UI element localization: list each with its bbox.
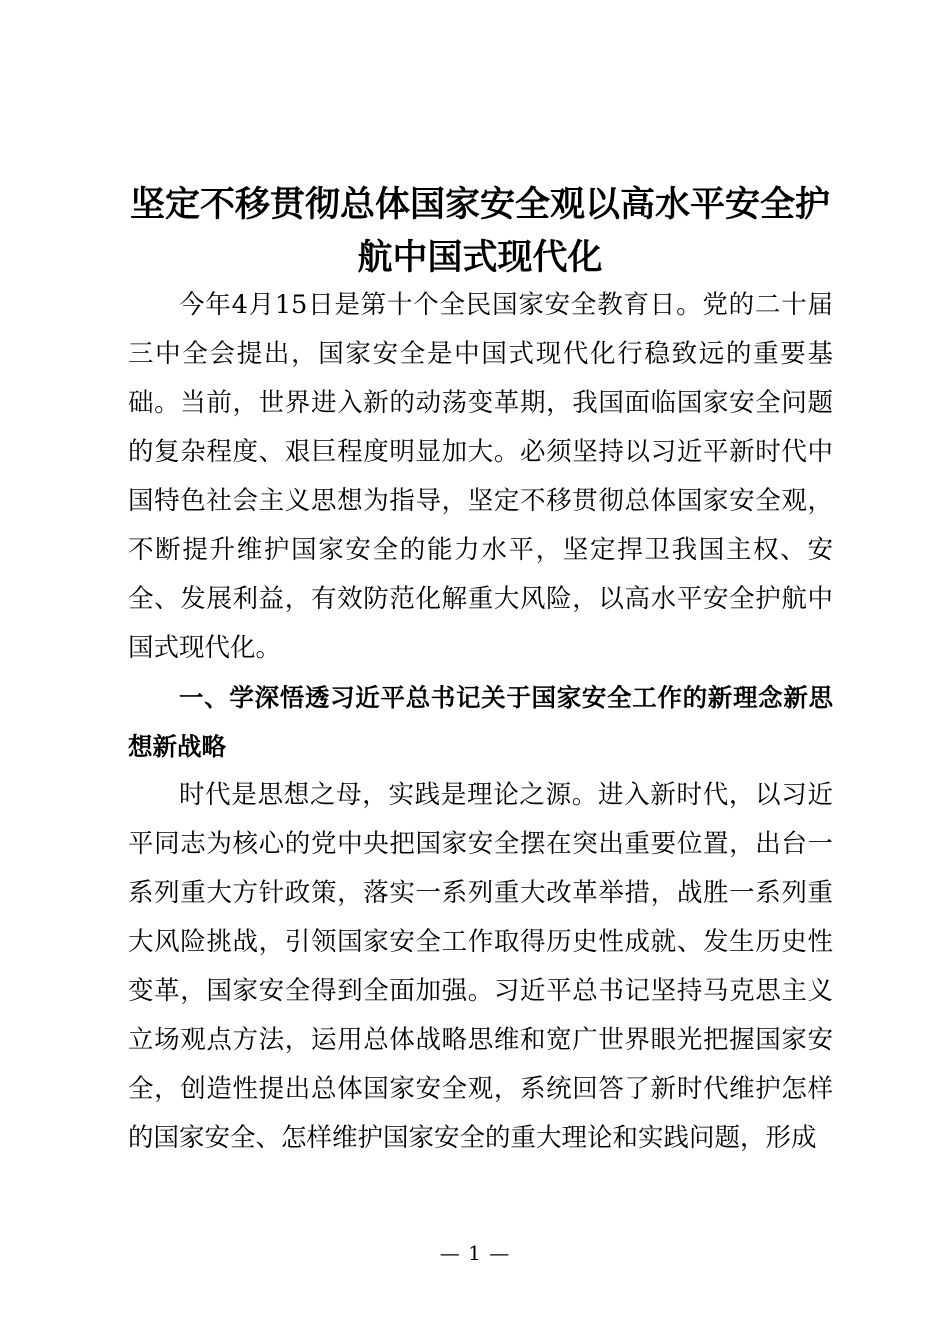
document-body [128,281,833,1163]
title-line-1: 坚定不移贯彻总体国家安全观以高水平安全护 [129,184,830,225]
section-heading: 一、学深悟透习近平总书记关于国家安全工作的新理念新思想新战略 [128,683,833,761]
intro-paragraph: 今年4月15日是第十个全民国家安全教育日。党的二十届三中全会提出，国家安全是中国式现代化行稳致远的重要基础。当前，世界进入新的动荡变革期，我国面临国家安全问题的复杂程度、艰巨程度明显加大。必须坚持以习近平新时代中国特色社会主义思想为指导，坚定不移贯彻总体国家安全观，不断提升维护国家安全的能力水平，坚定捍卫我国主权、安全、发展利益，有效防范化解重大风险，以高水平安全护航中国式现代化。 [128,290,833,663]
document-title [110,178,850,284]
page-number: — 1 — [439,1241,511,1265]
title-line-2: 航中国式现代化 [357,237,603,278]
section-paragraph: 时代是思想之母，实践是理论之源。进入新时代，以习近平同志为核心的党中央把国家安全摆在突出重要位置，出台一系列重大方针政策，落实一系列重大改革举措，战胜一系列重大风险挑战，引领国家安全工作取得历史性成就、发生历史性变革，国家安全得到全面加强。习近平总书记坚持马克思主义立场观点方法，运用总体战略思维和宽广世界眼光把握国家安全，创造性提出总体国家安全观，系统回答了新时代维护怎样的国家安全、怎样维护国家安全的重大理论和实践问题，形成 [128,780,833,1153]
